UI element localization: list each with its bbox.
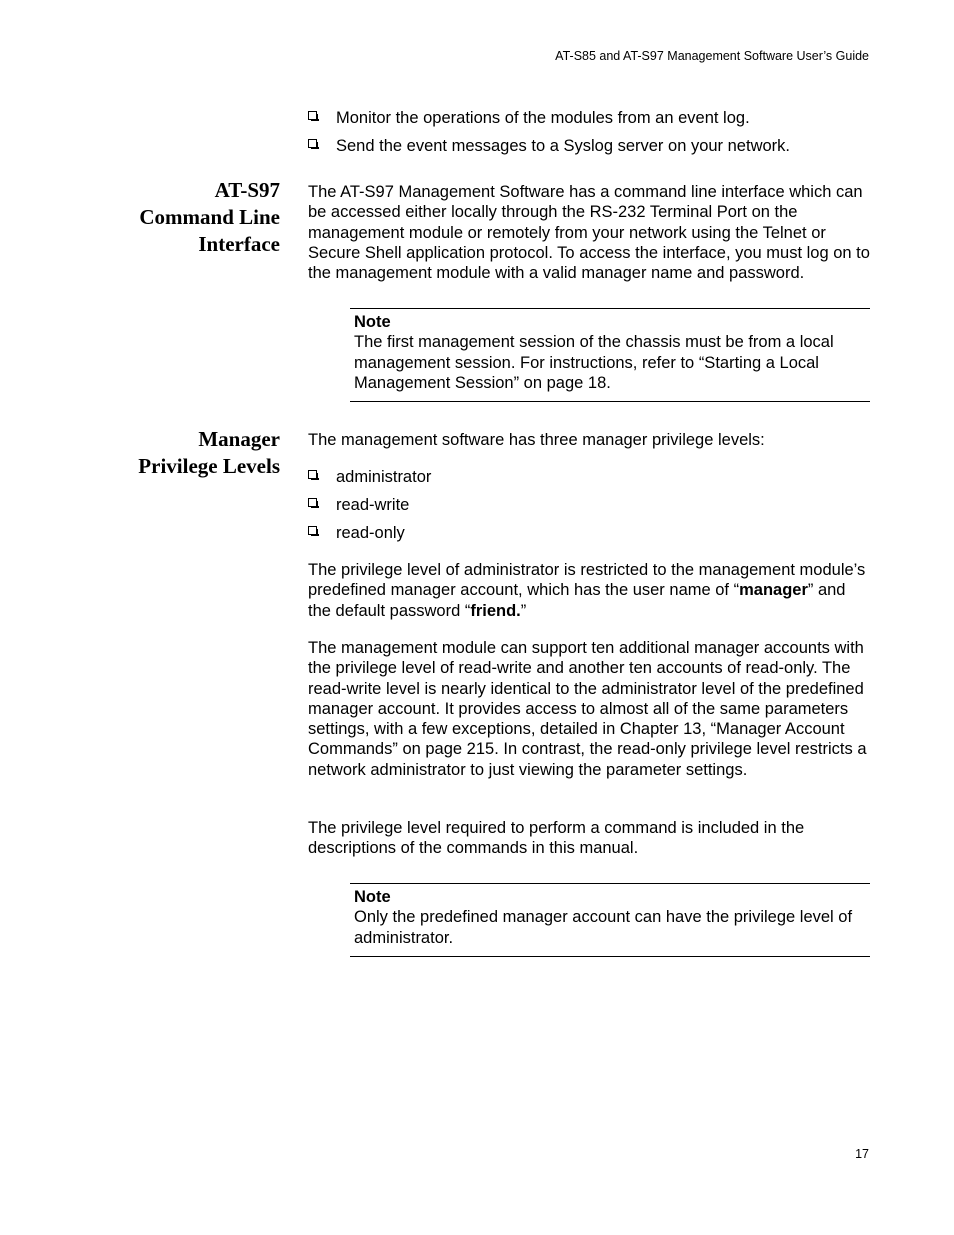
list-item-text: administrator: [336, 468, 432, 486]
privilege-intro: The management software has three manager privilege levels:: [308, 431, 765, 449]
checkbox-bullet-icon: [308, 139, 317, 148]
page-number: 17: [855, 1147, 869, 1161]
required-level-paragraph: The privilege level required to perform a command is included in the descriptions of the commands in this manual.: [308, 819, 805, 858]
list-item-text: Send the event messages to a Syslog server on your network.: [336, 137, 790, 155]
list-item-text: read-only: [336, 524, 405, 542]
list-item-text: Monitor the operations of the modules from an event log.: [336, 109, 750, 127]
accounts-paragraph: The management module can support ten additional manager accounts with the privilege level of read-write and another ten accounts of read-only. The read-write level is nearly identical to the administrator level of the predefined manager account. It provides access to almost all of the same parameters settings, with a few exceptions, detailed in Chapter 13, “Manager Account Commands” on page 215. In contrast, the read-only privilege level restricts a network administrator to just viewing the parameter settings.: [308, 639, 867, 779]
administrator-paragraph: [308, 560, 870, 621]
section-heading-privilege: [80, 426, 280, 480]
checkbox-bullet-icon: [308, 111, 317, 120]
checkbox-bullet-icon: [308, 498, 317, 507]
heading-line: Command Line: [139, 205, 280, 229]
cli-paragraph: The AT-S97 Management Software has a command line interface which can be accessed either locally through the RS-232 Terminal Port on the management module or remotely from your network using the Telnet or Secure Shell application protocol. To access the interface, you must log on to the management module with a valid manager name and password.: [308, 183, 870, 283]
list-item: [308, 136, 870, 164]
note-box-privilege: [350, 883, 870, 957]
admin-text-after: ”: [520, 601, 527, 620]
privilege-level-list: [308, 467, 870, 551]
heading-line: Interface: [198, 232, 280, 256]
list-item-text: read-write: [336, 496, 410, 514]
checkbox-bullet-icon: [308, 526, 317, 535]
default-password: friend.: [470, 601, 521, 620]
note-title: Note: [354, 313, 391, 331]
note-text: Only the predefined manager account can have the privilege level of administrator.: [354, 908, 853, 947]
checkbox-bullet-icon: [308, 470, 317, 479]
list-item: [308, 495, 870, 523]
heading-line: Privilege Levels: [138, 454, 280, 478]
list-item: [308, 467, 870, 495]
admin-text-middle: ” and the default password “: [308, 581, 846, 620]
event-log-bullet-list: [308, 108, 870, 164]
note-box-cli: [350, 308, 870, 402]
heading-line: AT-S97: [214, 178, 280, 202]
section-heading-cli: [80, 177, 280, 258]
default-username: manager: [739, 581, 808, 600]
list-item: [308, 523, 870, 551]
running-header: AT-S85 and AT-S97 Management Software User’s Guide: [555, 49, 869, 63]
heading-line: Manager: [198, 427, 280, 451]
note-title: Note: [354, 888, 391, 906]
list-item: [308, 108, 870, 136]
admin-text-before: The privilege level of administrator is restricted to the management module’s predefined manager account, which has the user name of “: [308, 561, 866, 600]
note-text: The first management session of the chassis must be from a local management session. For instructions, refer to “Starting a Local Management Session” on page 18.: [354, 333, 834, 392]
